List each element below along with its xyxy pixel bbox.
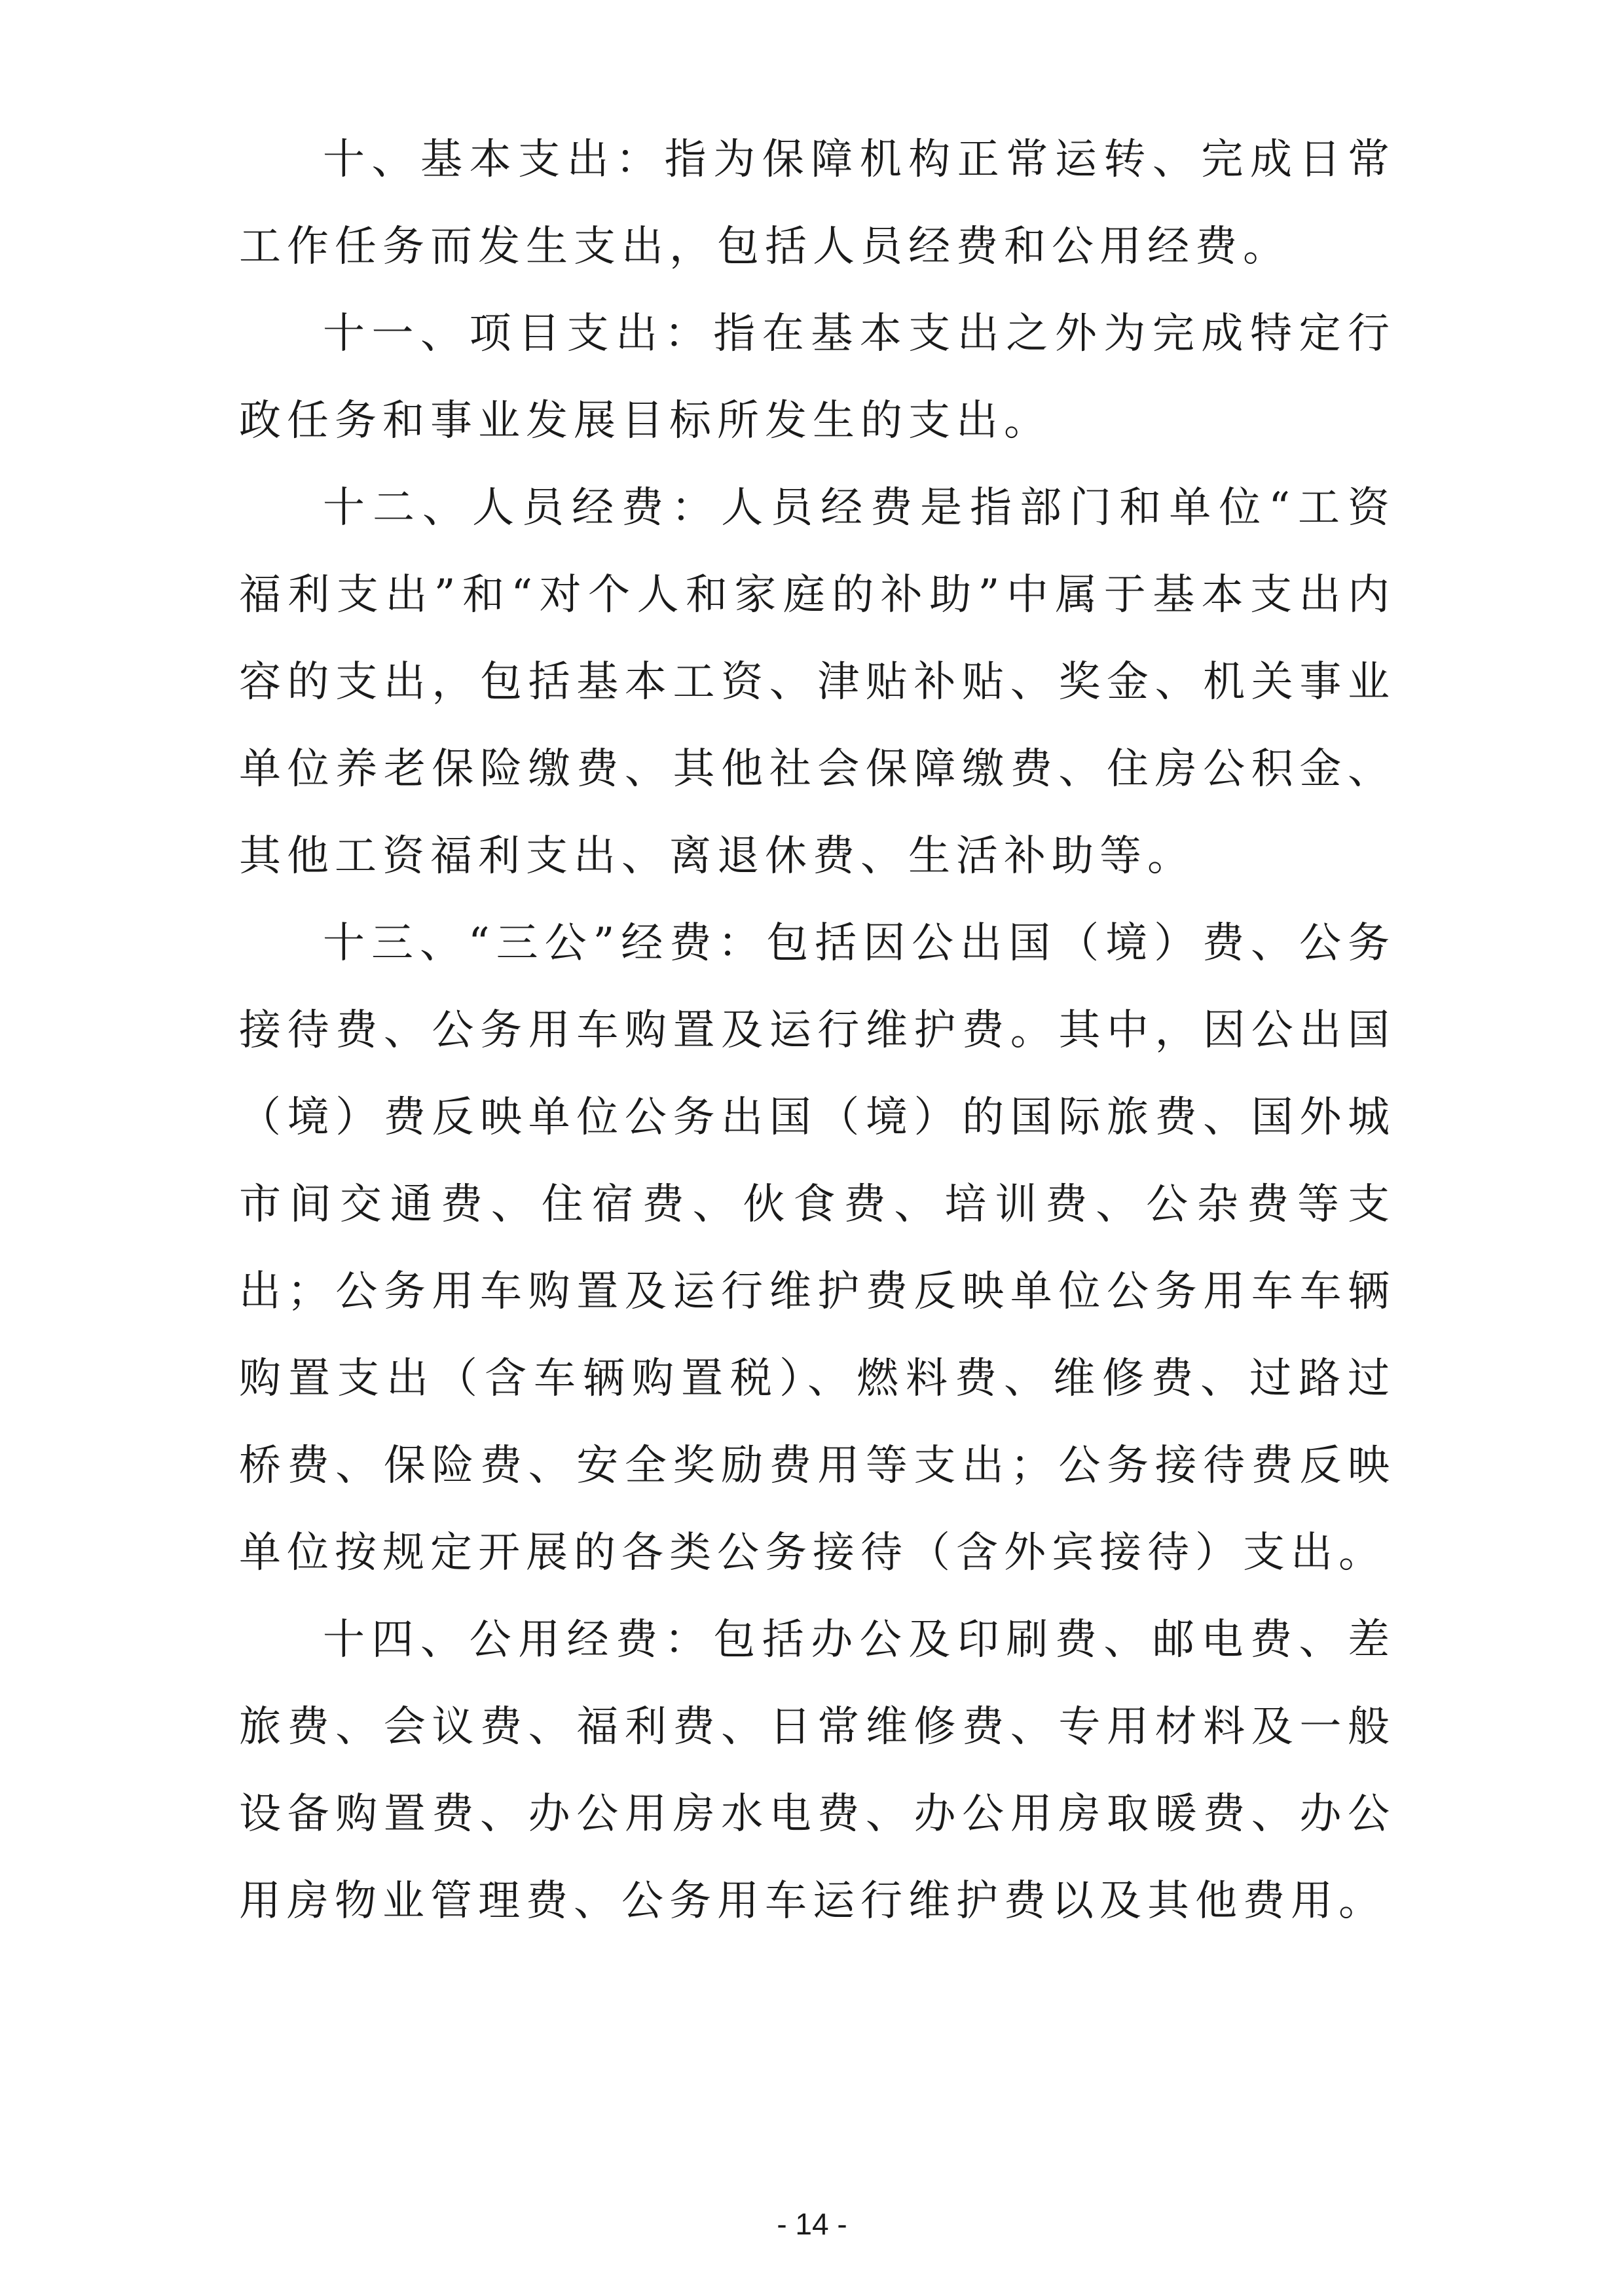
paragraph-project-expenditure: 十一、项目支出：指在基本支出之外为完成特定行政任务和事业发展目标所发生的支出。 <box>239 310 1395 445</box>
paragraph-personnel-expenses: 十二、人员经费：人员经费是指部门和单位“工资福利支出”和“对个人和家庭的补助”中属于基本支出内容的支出，包括基本工资、津贴补贴、奖金、机关事业单位养老保险缴费、其他社会保障缴费、住房公积金、其他工资福利支出、离退休费、生活补助等。 <box>239 484 1395 881</box>
page-number: - 14 - <box>777 2207 847 2241</box>
paragraph-basic-expenditure: 十、基本支出：指为保障机构正常运转、完成日常工作任务而发生支出，包括人员经费和公用经费。 <box>239 136 1395 271</box>
paragraph-three-public-expenses: 十三、“三公”经费：包括因公出国（境）费、公务接待费、公务用车购置及运行维护费。其中，因公出国（境）费反映单位公务出国（境）的国际旅费、国外城市间交通费、住宿费、伙食费、培训费、公杂费等支出；公务用车购置及运行维护费反映单位公务用车车辆购置支出（含车辆购置税）、燃料费、维修费、过路过桥费、保险费、安全奖励费用等支出；公务接待费反映单位按规定开展的各类公务接待（含外宾接待）支出。 <box>239 919 1395 1577</box>
paragraph-public-expenses: 十四、公用经费：包括办公及印刷费、邮电费、差旅费、会议费、福利费、日常维修费、专用材料及一般设备购置费、办公用房水电费、办公用房取暖费、办公用房物业管理费、公务用车运行维护费以及其他费用。 <box>239 1616 1395 1925</box>
document-body <box>239 117 1395 1945</box>
